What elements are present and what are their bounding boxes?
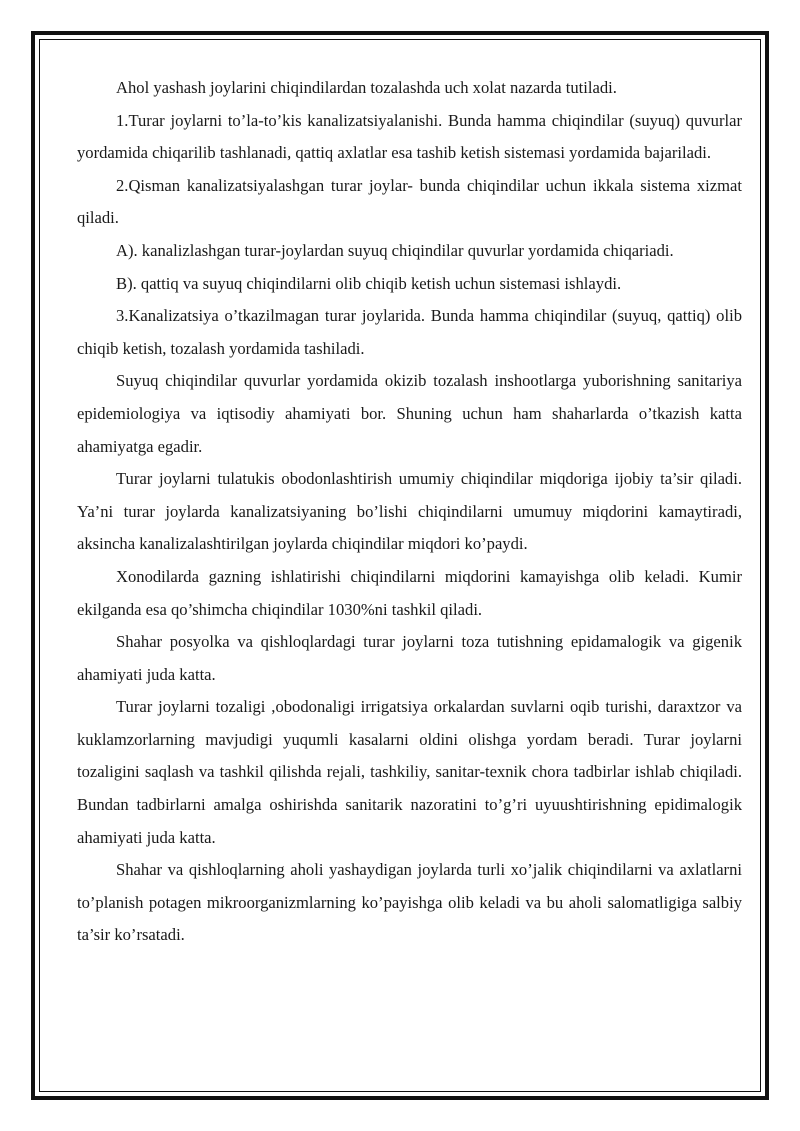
paragraph-partial-sewerage: 2.Qisman kanalizatsiyalashgan turar joylar- bunda chiqindilar uchun ikkala sistema xizmat qiladi. <box>77 175 742 228</box>
paragraph-full-sewerage: 1.Turar joylarni to’la-to’kis kanalizatsiyalanishi. Bunda hamma chiqindilar (suyuq) quvurlar yordamida chiqarilib tashlanadi, qattiq axlatlar esa tashib ketish sistemasi yordamida bajariladi. <box>77 110 742 163</box>
paragraph-cleanliness: Shahar posyolka va qishloqlardagi turar joylarni toza tutishning epidamalogik va gigenik ahamiyati juda katta. <box>77 632 742 684</box>
paragraph-improvement: Turar joylarni tulatukis obodonlashtirish umumiy chiqindilar miqdoriga ijobiy ta’sir qiladi. Ya’ni turar joylarda kanalizatsiyaning bo’lishi chiqindilarni umumuy miqdorini kamaytiradi, aksincha kanalizalashtirilgan joylarda chiqindilar miqdori ko’paydi. <box>77 469 742 554</box>
paragraph-sub-a: A). kanalizlashgan turar-joylardan suyuq chiqindilar quvurlar yordamida chiqariadi. <box>116 240 674 260</box>
paragraph-sub-b: B). qattiq va suyuq chiqindilarni olib chiqib ketish uchun sistemasi ishlaydi. <box>116 273 622 293</box>
document-body <box>77 72 742 952</box>
paragraph-conclusion: Shahar va qishloqlarning aholi yashaydigan joylarda turli xo’jalik chiqindilarni va axlatlarni to’planish potagen mikroorganizmlarning ko’payishga olib keladi va bu aholi salomatligiga salbiy ta’sir ko’rsatadi. <box>77 860 742 945</box>
paragraph-sanitary-measures: Turar joylarni tozaligi ,obodonaligi irrigatsiya orkalardan suvlarni oqib turishi, daraxtzor va kuklamzorlarning mavjudigi yuqumli kasalarni oldini olishga yordam beradi. Turar joylarni tozaligini saqlash va tashkil qilishda rejali, tashkiliy, sanitar-texnik chora tadbirlar ishlab chiqiladi. Bundan tadbirlarni amalga oshirishda sanitarik nazoratini to’g’ri uyuushtirishning epidimalogik ahamiyati juda katta. <box>77 697 742 847</box>
paragraph-liquid-waste: Suyuq chiqindilar quvurlar yordamida okizib tozalash inshootlarga yuborishning sanitariya epidemiologiya va iqtisodiy ahamiyati bor. Shuning uchun ham shaharlarda o’tkazish katta ahamiyatga egadir. <box>77 371 742 456</box>
paragraph-gas-usage: Xonodilarda gazning ishlatirishi chiqindilarni miqdorini kamayishga olib keladi. Kumir ekilganda esa qo’shimcha chiqindilar 1030%ni tashkil qiladi. <box>77 566 742 619</box>
paragraph-intro: Ahol yashash joylarini chiqindilardan tozalashda uch xolat nazarda tutiladi. <box>116 78 617 97</box>
paragraph-no-sewerage: 3.Kanalizatsiya o’tkazilmagan turar joylarida. Bunda hamma chiqindilar (suyuq, qattiq) olib chiqib ketish, tozalash yordamida tashiladi. <box>77 306 742 358</box>
